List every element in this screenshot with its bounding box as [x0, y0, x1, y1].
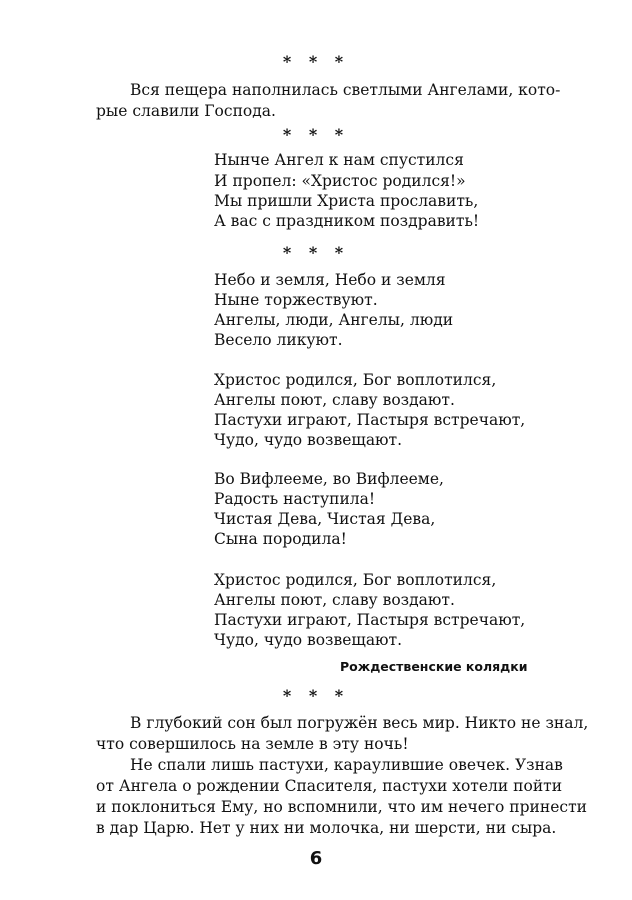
verse-line: Чудо, чудо возвещают.: [214, 431, 403, 449]
paragraph-line: В глубокий сон был погружён весь мир. Никто не знал,: [130, 714, 589, 732]
verse-line: Ангелы поют, славу воздают.: [214, 591, 455, 609]
section-separator: * * *: [282, 243, 350, 262]
verse-line: Пастухи играют, Пастыря встречают,: [214, 411, 526, 429]
verse-line: Христос родился, Бог воплотился,: [214, 371, 497, 389]
verse-line: Во Вифлееме, во Вифлееме,: [214, 470, 444, 488]
section-separator: * * *: [282, 52, 350, 71]
verse-attribution: Рождественские колядки: [340, 659, 528, 674]
verse-line: А вас с праздником поздравить!: [214, 212, 480, 230]
verse-line: Небо и земля, Небо и земля: [214, 271, 446, 289]
verse-line: Ангелы, люди, Ангелы, люди: [214, 311, 454, 329]
paragraph-line: в дар Царю. Нет у них ни молочка, ни шерсти, ни сыра.: [96, 819, 557, 837]
verse-line: Чистая Дева, Чистая Дева,: [214, 510, 436, 528]
verse-line: Радость наступила!: [214, 490, 376, 508]
paragraph-line: от Ангела о рождении Спасителя, пастухи хотели пойти: [96, 777, 563, 795]
page-number: 6: [309, 848, 323, 869]
verse-line: Сына породила!: [214, 530, 347, 548]
verse-line: Ангелы поют, славу воздают.: [214, 391, 455, 409]
paragraph-line: рые славили Господа.: [96, 102, 276, 120]
verse-line: Пастухи играют, Пастыря встречают,: [214, 611, 526, 629]
verse-line: Мы пришли Христа прославить,: [214, 192, 479, 210]
paragraph-line: и поклониться Ему, но вспомнили, что им нечего принести: [96, 798, 587, 816]
verse-line: Весело ликуют.: [214, 331, 343, 349]
paragraph-line: Не спали лишь пастухи, караулившие овечек. Узнав: [130, 756, 563, 774]
paragraph-line: что совершилось на земле в эту ночь!: [96, 735, 409, 753]
paragraph-line: Вся пещера наполнилась светлыми Ангелами, кото-: [130, 81, 561, 99]
verse-line: Чудо, чудо возвещают.: [214, 631, 403, 649]
verse-line: Нынче Ангел к нам спустился: [214, 151, 464, 169]
section-separator: * * *: [282, 686, 350, 705]
verse-line: Ныне торжествуют.: [214, 291, 378, 309]
section-separator: * * *: [282, 125, 350, 144]
verse-line: И пропел: «Христос родился!»: [214, 172, 466, 190]
verse-line: Христос родился, Бог воплотился,: [214, 571, 497, 589]
